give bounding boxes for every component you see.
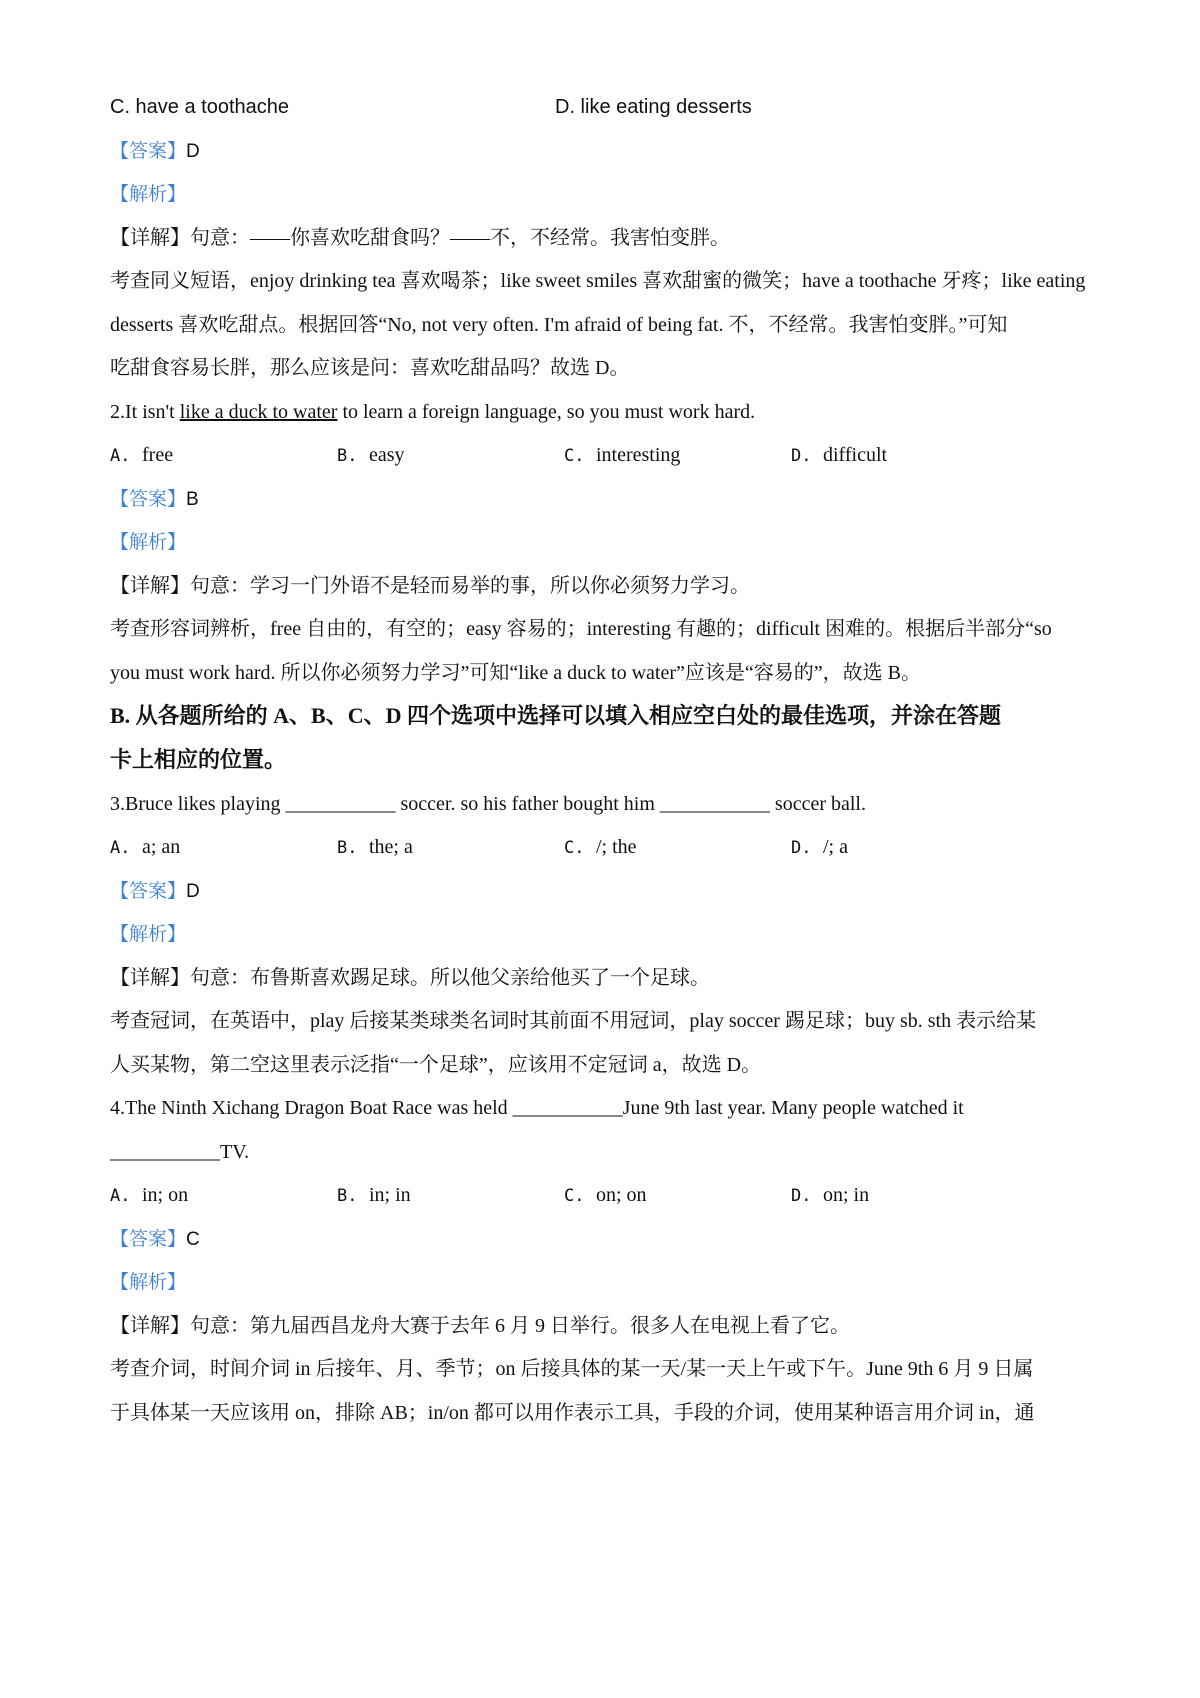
q3-stem: 3.Bruce likes playing ___________ soccer. so his father bought him ___________ soccer ball. [110, 793, 866, 815]
analysis-tag: 【解析】 [110, 1271, 187, 1293]
option-text: free [142, 444, 174, 466]
option-text: in; on [142, 1184, 189, 1206]
answer-value: B [186, 489, 199, 510]
q4-analysis-line [110, 1268, 1100, 1296]
q2-stem [110, 398, 1100, 426]
q3-option-a [110, 833, 180, 862]
answer-tag: 【答案】 [110, 140, 187, 162]
q4-explanation-1: 考查介词，时间介词 in 后接年、月、季节；on 后接具体的某一天/某一天上午或下午。June 9th 6 月 9 日属 [110, 1358, 1034, 1380]
q2-option-a [110, 441, 173, 470]
q3-answer-line [110, 877, 1100, 906]
detail-tag: 【详解】 [110, 1315, 190, 1337]
q1-explanation-1: 考查同义短语，enjoy drinking tea 喜欢喝茶；like sweet smiles 喜欢甜蜜的微笑；have a toothache 牙疼；like eating [110, 270, 1086, 292]
answer-value: D [186, 141, 200, 162]
option-text: the; a [369, 836, 413, 858]
option-letter: D. [791, 838, 812, 858]
q3-detail-line [110, 964, 1100, 992]
q3-analysis-line [110, 920, 1100, 948]
q4-explanation-2: 于具体某一天应该用 on，排除 AB；in/on 都可以用作表示工具，手段的介词，使用某种语言用介词 in，通 [110, 1402, 1035, 1424]
option-text: on; on [596, 1184, 647, 1206]
q2-detail-line [110, 572, 1100, 600]
option-letter: A. [110, 446, 131, 466]
detail-tag: 【详解】 [110, 575, 190, 597]
answer-tag: 【答案】 [110, 880, 187, 902]
option-text: easy [369, 444, 405, 466]
detail-text: 句意：第九届西昌龙舟大赛于去年 6 月 9 日举行。很多人在电视上看了它。 [190, 1315, 850, 1337]
q1-option-c: C. have a toothache [110, 96, 290, 118]
detail-text: 句意：学习一门外语不是轻而易举的事，所以你必须努力学习。 [190, 575, 750, 597]
option-text: /; a [823, 836, 848, 858]
q1-answer-line [110, 137, 1100, 166]
option-letter: B. [337, 838, 358, 858]
q2-stem-pre: 2.It isn't [110, 401, 180, 423]
option-letter: C. [564, 1186, 585, 1206]
option-letter: D. [791, 1186, 812, 1206]
option-letter: C. [564, 446, 585, 466]
option-letter: B. [337, 1186, 358, 1206]
q3-explanation-2: 人买某物，第二空这里表示泛指“一个足球”，应该用不定冠词 a，故选 D。 [110, 1054, 762, 1076]
option-text: on; in [823, 1184, 870, 1206]
q4-answer-line [110, 1225, 1100, 1254]
q4-option-b [337, 1181, 411, 1210]
q3-option-d [791, 833, 848, 862]
q2-option-c [564, 441, 680, 470]
answer-value: D [186, 881, 200, 902]
q1-explanation-3: 吃甜食容易长胖，那么应该是问：喜欢吃甜品吗？故选 D。 [110, 357, 630, 379]
option-letter: A. [110, 838, 131, 858]
option-letter: C. [564, 838, 585, 858]
q1-explanation-2: desserts 喜欢吃甜点。根据回答“No, not very often. I'm afraid of being fat. 不，不经常。我害怕变胖。”可知 [110, 314, 1008, 336]
q1-option-d: D. like eating desserts [555, 96, 752, 118]
q1-detail-line [110, 224, 1100, 252]
q4-stem-1: 4.The Ninth Xichang Dragon Boat Race was held ___________June 9th last year. Many people watched it [110, 1097, 964, 1119]
q2-answer-line [110, 485, 1100, 514]
q4-option-a [110, 1181, 188, 1210]
q2-stem-underlined: like a duck to water [179, 401, 338, 423]
option-letter: B. [337, 446, 358, 466]
q3-option-c [564, 833, 637, 862]
analysis-tag: 【解析】 [110, 923, 187, 945]
section-b-heading-1: B. 从各题所给的 A、B、C、D 四个选项中选择可以填入相应空白处的最佳选项，并涂在答题 [110, 703, 1002, 728]
option-letter: D. [791, 446, 812, 466]
detail-text: 句意：布鲁斯喜欢踢足球。所以他父亲给他买了一个足球。 [190, 967, 710, 989]
option-text: a; an [142, 836, 181, 858]
option-text: interesting [596, 444, 681, 466]
q2-explanation-2: you must work hard. 所以你必须努力学习”可知“like a duck to water”应该是“容易的”，故选 B。 [110, 662, 921, 684]
q2-option-b [337, 441, 405, 470]
q4-option-c [564, 1181, 647, 1210]
q3-explanation-1: 考查冠词，在英语中，play 后接某类球类名词时其前面不用冠词，play soccer 踢足球；buy sb. sth 表示给某 [110, 1010, 1037, 1032]
analysis-tag: 【解析】 [110, 183, 187, 205]
q2-analysis-line [110, 528, 1100, 556]
analysis-tag: 【解析】 [110, 531, 187, 553]
q2-stem-post: to learn a foreign language, so you must work hard. [337, 401, 756, 423]
answer-tag: 【答案】 [110, 488, 187, 510]
option-text: /; the [596, 836, 637, 858]
q4-stem-2: ___________TV. [110, 1141, 250, 1163]
option-text: in; in [369, 1184, 411, 1206]
detail-tag: 【详解】 [110, 227, 190, 249]
answer-value: C [186, 1229, 200, 1250]
answer-tag: 【答案】 [110, 1228, 187, 1250]
q4-detail-line [110, 1312, 1100, 1340]
section-b-heading-2: 卡上相应的位置。 [110, 747, 287, 772]
detail-text: 句意：——你喜欢吃甜食吗？——不，不经常。我害怕变胖。 [190, 227, 730, 249]
q4-option-d [791, 1181, 869, 1210]
option-text: difficult [823, 444, 888, 466]
q2-explanation-1: 考查形容词辨析，free 自由的，有空的；easy 容易的；interesting 有趣的；difficult 困难的。根据后半部分“so [110, 618, 1052, 640]
option-letter: A. [110, 1186, 131, 1206]
q1-analysis-line [110, 180, 1100, 208]
q2-option-d [791, 441, 887, 470]
detail-tag: 【详解】 [110, 967, 190, 989]
q3-option-b [337, 833, 413, 862]
